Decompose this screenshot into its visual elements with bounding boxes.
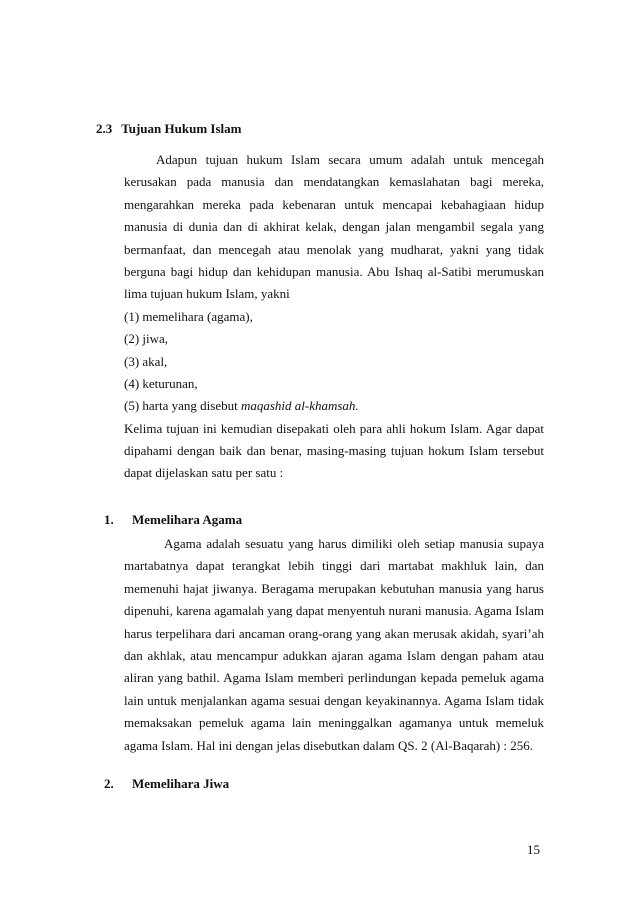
paragraph-line: lima tujuan hukum Islam, yakni [124,286,290,302]
list-item: (3) akal, [124,353,168,369]
paragraph-line: memenuhi hajat jiwanya. Beragama merupakan kebutuhan manusia yang harus [124,580,544,596]
paragraph-line: manusia di dunia dan di akhirat kelak, dengan jalan mengambil segala yang [124,219,544,235]
subsection-number: 2. [104,776,114,791]
list-item: (4) keturunan, [124,375,198,391]
list-item: (2) jiwa, [124,331,169,347]
paragraph-line: Kelima tujuan ini kemudian disepakati oleh para ahli hokum Islam. Agar dapat [124,420,544,436]
list-item [124,395,544,417]
paragraph-line: dipahami dengan baik dan benar, masing-masing tujuan hokum Islam tersebut [124,443,544,459]
section-title: Tujuan Hukum Islam [121,121,242,136]
paragraph-line: harus terpelihara dari ancaman orang-orang yang akan merusak akidah, syari’ah [124,625,544,641]
subsection-paragraph [124,533,544,757]
paragraph-line: Adapun tujuan hukum Islam secara umum adalah untuk mencegah [156,152,544,167]
subsection-heading [104,512,242,528]
paragraph-line: mengarahkan mereka pada kebenaran untuk mencapai kebahagiaan hidup [124,196,544,212]
italic-term: maqashid al-khamsah. [240,398,359,414]
page-number: 15 [527,842,540,857]
section-intro-paragraph [124,149,544,485]
list-item-text: (5) harta yang disebut [124,398,241,414]
paragraph-line: aliran yang bathil. Agama Islam memberi perlindungan kepada pemeluk agama [124,670,544,686]
list-item: (1) memelihara (agama), [124,308,253,324]
paragraph-line: berguna bagi hidup dan kehidupan manusia. Abu Ishaq al-Satibi merumuskan [124,263,544,279]
paragraph-line: memaksakan pemeluk agama lain meninggalkan agamanya untuk memeluk [124,715,544,731]
subsection-title: Memelihara Jiwa [132,776,230,791]
paragraph-line: lain untuk menjalankan agama sesuai dengan keyakinannya. Agama Islam tidak [124,692,544,708]
paragraph-line: dipenuhi, karena agamalah yang dapat menyentuh nurani manusia. Agama Islam [124,603,544,619]
paragraph-line: agama Islam. Hal ini dengan jelas disebutkan dalam QS. 2 (Al-Baqarah) : 256. [124,737,534,753]
subsection-title: Memelihara Agama [132,512,243,527]
subsection-heading [104,776,229,792]
paragraph-line: kerusakan pada manusia dan mendatangkan kemaslahatan bagi mereka, [124,174,544,190]
paragraph-line: martabatnya dapat terangkat lebih tinggi dari martabat makhluk lain, dan [124,558,544,574]
paragraph-line: Agama adalah sesuatu yang harus dimiliki oleh setiap manusia supaya [164,536,544,551]
paragraph-line: bermanfaat, dan mencegah atau menolak yang mudharat, yakni yang tidak [124,241,544,257]
section-heading [96,121,241,137]
section-number: 2.3 [96,121,113,136]
paragraph-line: dapat dijelaskan satu per satu : [124,465,284,481]
subsection-number: 1. [104,512,114,527]
paragraph-line: dan akhlak, atau mencampur adukkan ajaran agama Islam dengan paham atau [124,647,544,663]
